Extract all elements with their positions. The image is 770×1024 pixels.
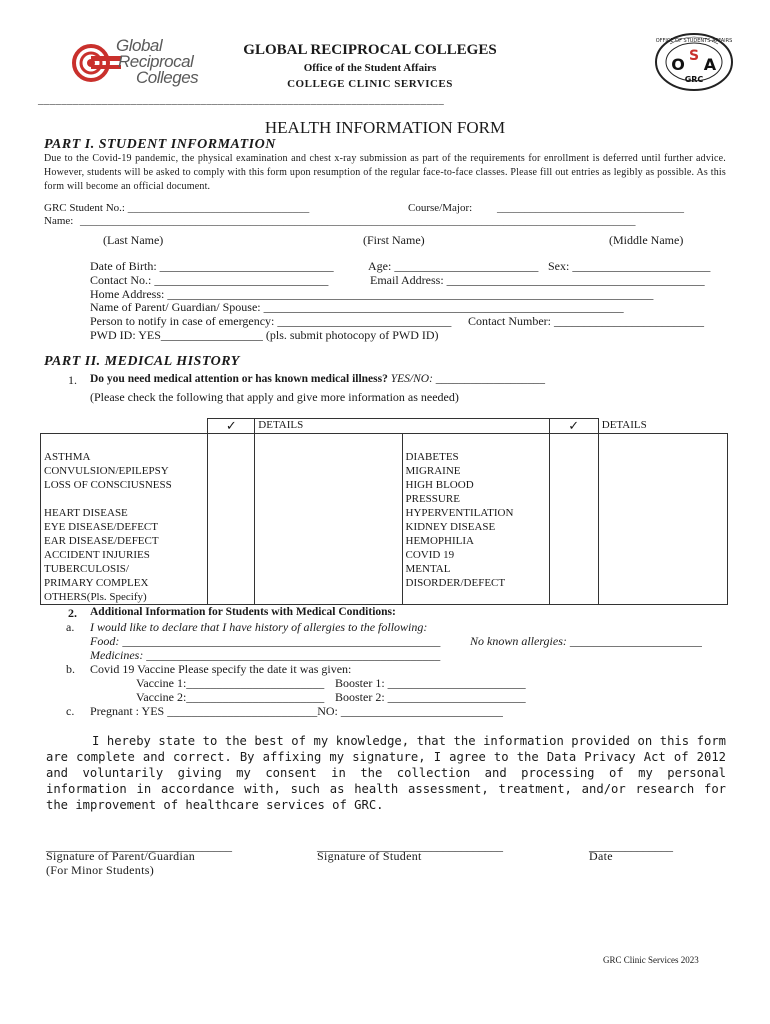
q1-text — [90, 373, 545, 385]
condition-heart-disease: HEART DISEASE — [44, 506, 128, 519]
contact-field[interactable]: Contact No.: _____________________________ — [90, 273, 329, 287]
condition-high-blood: HIGH BLOOD — [405, 478, 474, 491]
svg-text:O: O — [671, 55, 685, 74]
email-field[interactable]: Email Address: ___________________________________________ — [370, 273, 705, 287]
medicines-field[interactable]: Medicines: _________________________________________________ — [90, 648, 441, 662]
footer-text: GRC Clinic Services 2023 — [603, 955, 699, 965]
header-blank — [41, 419, 208, 434]
condition-tuberculosis: TUBERCULOSIS/ — [44, 562, 129, 575]
home-address-field[interactable]: Home Address: _________________________________________________________________________________ — [90, 287, 654, 301]
condition-diabetes: DIABETES — [405, 450, 459, 463]
condition-asthma: ASTHMA — [44, 450, 91, 463]
pregnant-field[interactable]: Pregnant : YES _________________________NO: ___________________________ — [90, 704, 503, 718]
condition-kidney-disease: KIDNEY DISEASE — [405, 520, 496, 533]
student-signature-label: Signature of Student — [317, 849, 422, 863]
condition-others: OTHERS(Pls. Specify) — [44, 590, 147, 603]
condition-ear-disease: EAR DISEASE/DEFECT — [44, 534, 159, 547]
check-header-right: ✓ — [549, 419, 598, 434]
svg-text:GRC: GRC — [684, 75, 704, 84]
form-title: HEALTH INFORMATION FORM — [264, 118, 506, 137]
osa-seal — [654, 32, 734, 92]
contact-number-field[interactable]: Contact Number: _________________________ — [468, 314, 704, 328]
no-allergies-field[interactable]: No known allergies: ______________________ — [470, 634, 702, 648]
a-text: I would like to declare that I have history of allergies to the following: — [90, 620, 428, 634]
logo-wordmark: Global Reciprocal Colleges — [116, 36, 199, 87]
condition-hemophilia: HEMOPHILIA — [405, 534, 474, 547]
food-field[interactable]: Food: _____________________________________________________ — [90, 634, 441, 648]
check-header: ✓ — [208, 419, 255, 434]
b-label: b. — [66, 662, 75, 676]
table-row — [41, 433, 728, 604]
table-header-row — [41, 419, 728, 434]
vaccine1-field[interactable]: Vaccine 1:_______________________ — [136, 676, 325, 690]
condition-primary-complex: PRIMARY COMPLEX — [44, 576, 149, 589]
condition-pressure: PRESSURE — [405, 492, 460, 505]
condition-covid-19: COVID 19 — [405, 548, 455, 561]
pwd-field[interactable]: PWD ID: YES_________________ (pls. submit photocopy of PWD ID) — [90, 328, 439, 342]
check-cell-left[interactable] — [208, 433, 255, 604]
college-logo — [64, 42, 122, 82]
part1-intro: Due to the Covid-19 pandemic, the physical examination and chest x-ray submission as part of the requirements for enrollment is deferred until further advice. However, students will be asked to comply with this form upon resumption of the regular face-to-face classes. Please fill out entries as legibly as possible. As this form will become an official document. — [44, 153, 726, 192]
booster2-field[interactable]: Booster 2: _______________________ — [335, 690, 526, 704]
parent-signature-line[interactable]: _______________________________ — [46, 839, 232, 853]
course-field[interactable]: __________________________________ — [497, 202, 684, 214]
sex-field[interactable]: Sex: _______________________ — [548, 259, 711, 273]
part2-title: PART II. MEDICAL HISTORY — [44, 354, 240, 369]
condition-hyperventilation: HYPERVENTILATION — [405, 506, 514, 519]
osa-seal-icon — [654, 32, 734, 92]
q1-question: Do you need medical attention or has known medical illness? — [90, 373, 388, 385]
office-name: Office of the Student Affairs — [303, 62, 437, 74]
details-header-right: DETAILS — [598, 419, 727, 434]
a-label: a. — [66, 620, 75, 634]
condition-disorder: DISORDER/DEFECT — [405, 576, 506, 589]
q1-note: (Please check the following that apply and give more information as needed) — [90, 390, 459, 404]
details-header: DETAILS — [255, 419, 549, 434]
header-rule: ______________________________________________________________________ — [38, 94, 444, 106]
q1-number: 1. — [68, 373, 77, 387]
student-no-field[interactable]: GRC Student No.: _________________________________ — [44, 202, 310, 214]
details-cell-left[interactable] — [255, 433, 402, 604]
check-cell-right[interactable] — [549, 433, 598, 604]
consent-statement: I hereby state to the best of my knowledge, that the information provided on this form are complete and correct. By affixing my signature, I agree to the Data Privacy Act of 2012 and voluntarily giving my consent in the collection and processing of my personal information in accordance with, such as health assessment, treatment, and/or research for the improvement of healthcare services of GRC. — [46, 734, 726, 812]
svg-text:S: S — [688, 48, 700, 64]
parent-signature-label: Signature of Parent/Guardian — [46, 849, 196, 863]
condition-eye-disease: EYE DISEASE/DEFECT — [44, 520, 158, 533]
q1-answer-line[interactable]: ___________________ — [435, 373, 546, 385]
booster1-field[interactable]: Booster 1: _______________________ — [335, 676, 526, 690]
vaccine2-field[interactable]: Vaccine 2:_______________________ — [136, 690, 325, 704]
date-line[interactable]: ______________ — [589, 839, 673, 853]
q1-options: YES/NO: — [390, 373, 433, 385]
services-name: COLLEGE CLINIC SERVICES — [287, 78, 453, 90]
name-field[interactable]: _____________________________________________________________________________________________________ — [80, 215, 636, 227]
q2-text: Additional Information for Students with Medical Conditions: — [90, 606, 396, 618]
middle-name-label: (Middle Name) — [609, 233, 684, 247]
part1-title: PART I. STUDENT INFORMATION — [44, 137, 276, 152]
course-label: Course/Major: — [408, 202, 473, 214]
name-label: Name: — [44, 215, 74, 227]
condition-convulsion: CONVULSION/EPILEPSY — [44, 464, 169, 477]
svg-text:A: A — [703, 55, 717, 74]
medical-conditions-table — [40, 418, 728, 605]
q2-number: 2. — [68, 606, 77, 620]
condition-loss-of-consciousness: LOSS OF CONSCIUSNESS — [44, 478, 172, 491]
details-cell-right[interactable] — [598, 433, 727, 604]
first-name-label: (First Name) — [363, 233, 425, 247]
student-signature-line[interactable]: _______________________________ — [317, 839, 503, 853]
dob-field[interactable]: Date of Birth: _____________________________ — [90, 259, 334, 273]
condition-migraine: MIGRAINE — [405, 464, 461, 477]
condition-accident-injuries: ACCIDENT INJURIES — [44, 548, 150, 561]
svg-text:OFFICE OF STUDENTS AFFAIRS: OFFICE OF STUDENTS AFFAIRS — [655, 38, 733, 44]
c-label: c. — [66, 704, 75, 718]
age-field[interactable]: Age: ________________________ — [368, 259, 539, 273]
last-name-label: (Last Name) — [103, 233, 164, 247]
condition-mental: MENTAL — [405, 562, 451, 575]
college-name: GLOBAL RECIPROCAL COLLEGES — [243, 42, 497, 58]
logo-swirl-icon — [64, 42, 122, 82]
b-text: Covid 19 Vaccine Please specify the date it was given: — [90, 662, 352, 676]
parent-field[interactable]: Name of Parent/ Guardian/ Spouse: ____________________________________________________________ — [90, 300, 624, 314]
emergency-field[interactable]: Person to notify in case of emergency: _____________________________ — [90, 314, 452, 328]
minor-students-label: (For Minor Students) — [46, 863, 154, 877]
date-label: Date — [589, 849, 613, 863]
